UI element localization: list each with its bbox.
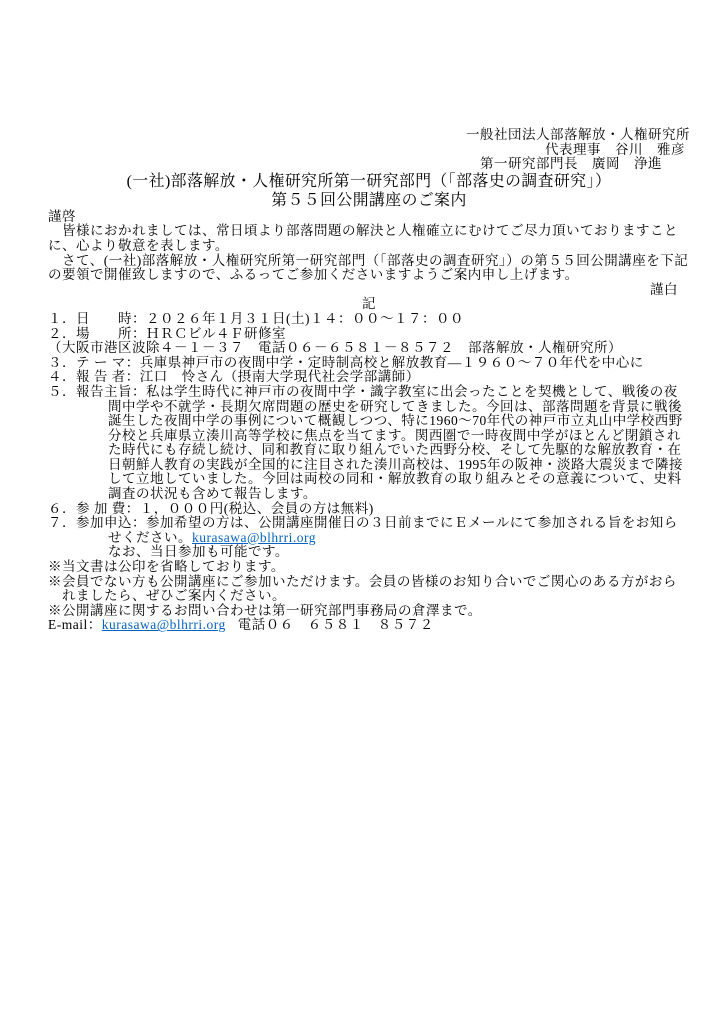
- notes-block: [48, 560, 690, 633]
- contact-email-link[interactable]: kurasawa@blhrri.org: [101, 617, 226, 633]
- record-marker: 記: [362, 296, 376, 312]
- item-apply-value: 参加希望の方は、公開講座開催日の３日前までにＥメールにて参加される旨をお知らせください。: [108, 515, 678, 545]
- note-inquiries: ※公開講座に関するお問い合わせは第一研究部門事務局の倉澤まで。: [48, 602, 482, 618]
- item-fee-value: １，０００円(税込、会員の方は無料): [139, 500, 374, 516]
- item-abstract-value: 私は学生時代に神戸市の夜間中学・識字教室に出会ったことを契機として、戦後の夜間中学や不就学・長期欠席問題の歴史を研究してきました。今回は、部落問題を背景に戦後誕生した夜間中学の事例について概観しつつ、特に1960～70年代の神戸市立丸山中学校西野分校と兵庫県立湊川高等学校に焦点を当てます。関西圏で一時夜間中学がほとんど閉鎖された時代にも存続し続け、同和教育に取り組んでいた西野分校、そして先駆的な解放教育・在日朝鮮人教育の実践が全国的に注目された湊川高校は、1995年の阪神・淡路大震災まで隣接して立地していました。今回は両校の同和・解放教育の取り組みとその意義について、史料調査の状況も含めて報告します。: [108, 383, 683, 502]
- greeting-paragraph-1: 皆様におかれましては、常日頃より部落問題の解決と人権確立にむけてご尽力頂いておりますことに、心より敬意を表します。: [48, 223, 678, 253]
- item-datetime-label: １．日 時：: [48, 310, 146, 326]
- item-speaker-label: ４．報 告 者：: [48, 369, 140, 385]
- email-label: E-mail：: [48, 617, 102, 633]
- item-apply-label: ７．参加申込：: [48, 515, 146, 531]
- item-place-value: ＨＲＣビル４Ｆ研修室: [146, 325, 286, 341]
- item-fee-label: ６．参 加 費：: [48, 500, 140, 516]
- title-line-1: (一社)部落解放・人権研究所第一研究部門（「部落史の調査研究」）: [126, 172, 612, 190]
- greeting-block: [48, 210, 690, 298]
- item-abstract: [48, 385, 690, 502]
- item-speaker: [48, 370, 690, 385]
- item-place: [48, 327, 690, 342]
- salutation-close: 謹白: [650, 281, 678, 297]
- contact-line: [48, 618, 690, 633]
- sender-block: [48, 128, 690, 172]
- note-non-members: ※会員でない方も公開講座にご参加いただけます。会員の皆様のお知り合いでご関心のある方がおられましたら、ぜひご案内ください。: [48, 573, 677, 604]
- apply-email-link[interactable]: kurasawa@blhrri.org: [192, 529, 317, 545]
- item-apply: [48, 516, 690, 560]
- item-theme-label: ３．テ ー マ：: [48, 354, 140, 370]
- item-place-address: （大阪市港区波除４－１－３７ 電話０６－６５８１－８５７２ 部落解放・人権研究所）: [48, 340, 622, 356]
- sender-org: 一般社団法人部落解放・人権研究所: [466, 127, 690, 142]
- item-theme-value: 兵庫県神戸市の夜間中学・定時制高校と解放教育―１９６０～７０年代を中心に: [139, 354, 644, 370]
- document-title: [48, 172, 690, 210]
- contact-phone: 電話０６ ６５８１ ８５７２: [237, 617, 434, 633]
- item-speaker-value: 江口 怜さん（摂南大学現代社会学部講師）: [139, 369, 420, 385]
- apply-day-of-note: なお、当日参加も可能です。: [108, 544, 289, 560]
- item-abstract-label: ５．報告主旨：: [48, 383, 146, 399]
- items-list: [48, 312, 690, 560]
- item-datetime: [48, 312, 690, 327]
- salutation-open: 謹啓: [48, 208, 76, 224]
- item-place-label: ２．場 所：: [48, 325, 146, 341]
- sender-representative: 代表理事 谷川 雅彦: [545, 141, 685, 157]
- item-datetime-value: ２０２６年１月３１日(土)１４：００～１７：００: [146, 310, 464, 326]
- note-no-seal: ※当文書は公印を省略しております。: [48, 559, 285, 575]
- greeting-paragraph-2: さて、(一社)部落解放・人権研究所第一研究部門（「部落史の調査研究」）の第５５回公開講座を下記の要領で開催致しますので、ふるってご参加くださいますようご案内申し上げます。: [48, 252, 689, 283]
- sender-director: 第一研究部門長 廣岡 浄進: [480, 156, 662, 172]
- title-line-2: 第５５回公開講座のご案内: [271, 191, 467, 209]
